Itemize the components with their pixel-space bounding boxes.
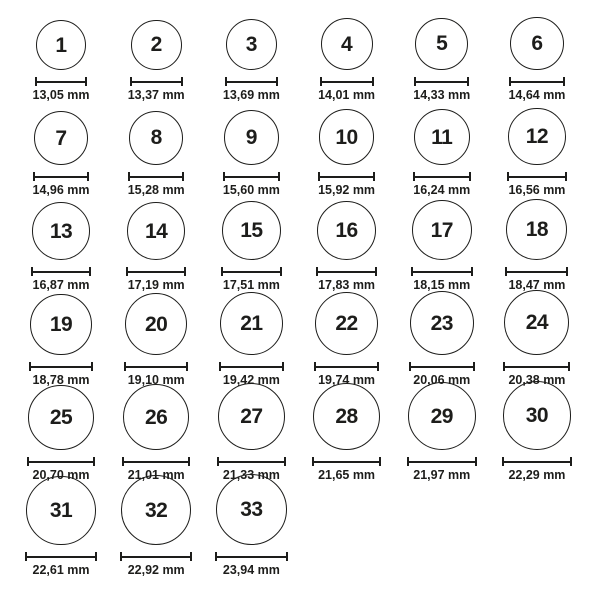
ring-size-cell xyxy=(204,19,298,103)
ring-size-row xyxy=(14,103,584,198)
ring-number: 33 xyxy=(240,498,263,522)
diameter-ruler xyxy=(217,457,286,466)
diameter-ruler xyxy=(215,552,288,561)
ring-number: 26 xyxy=(145,405,168,429)
diameter-ruler xyxy=(407,457,477,466)
diameter-label: 13,37 mm xyxy=(127,88,185,103)
ring-number: 24 xyxy=(525,311,549,335)
ring-circle xyxy=(313,383,381,451)
ring-circle xyxy=(410,291,474,355)
ring-size-cell xyxy=(490,199,584,293)
ring-size-cell xyxy=(300,18,394,103)
ring-number: 21 xyxy=(240,312,263,336)
ring-size-cell xyxy=(109,475,203,578)
diameter-label: 13,05 mm xyxy=(32,88,90,103)
ring-size-cell xyxy=(395,18,489,103)
ring-size-cell xyxy=(14,111,108,198)
ring-circle xyxy=(321,18,373,70)
ring-circle xyxy=(408,382,476,450)
diameter-ruler xyxy=(409,362,475,371)
diameter-ruler xyxy=(225,77,278,86)
diameter-ruler xyxy=(413,172,472,181)
ring-circle xyxy=(315,292,379,356)
ring-circle xyxy=(131,20,182,71)
ring-circle xyxy=(26,476,96,546)
ring-circle xyxy=(28,385,94,451)
ring-size-cell xyxy=(109,20,203,103)
ring-circle xyxy=(220,292,283,355)
ring-size-cell xyxy=(14,20,108,103)
diameter-label: 22,29 mm xyxy=(508,468,566,483)
diameter-ruler xyxy=(25,552,97,561)
ring-number: 9 xyxy=(245,126,257,150)
ring-size-cell xyxy=(490,290,584,388)
diameter-label: 20,70 mm xyxy=(32,468,90,483)
diameter-label: 20,06 mm xyxy=(413,373,471,388)
diameter-ruler xyxy=(502,457,573,466)
ring-size-cell xyxy=(300,383,394,483)
diameter-label: 18,78 mm xyxy=(32,373,90,388)
ring-size-row xyxy=(14,388,584,483)
ring-number: 2 xyxy=(150,33,162,57)
ring-circle xyxy=(226,19,277,70)
diameter-label: 21,33 mm xyxy=(222,468,280,483)
diameter-label: 18,47 mm xyxy=(508,278,566,293)
ring-circle xyxy=(127,202,185,260)
diameter-ruler xyxy=(120,552,192,561)
ring-size-cell xyxy=(490,381,584,483)
diameter-ruler xyxy=(411,267,473,276)
diameter-ruler xyxy=(414,77,469,86)
ring-circle xyxy=(224,110,279,165)
diameter-label: 23,94 mm xyxy=(222,563,280,578)
ring-circle xyxy=(30,294,92,356)
diameter-label: 18,15 mm xyxy=(413,278,471,293)
diameter-label: 13,69 mm xyxy=(222,88,280,103)
ring-number: 13 xyxy=(49,219,73,243)
ring-number: 29 xyxy=(430,404,453,428)
ring-circle xyxy=(123,384,189,450)
ring-size-cell xyxy=(204,292,298,388)
ring-size-cell xyxy=(395,109,489,198)
ring-circle xyxy=(129,111,184,166)
ring-circle xyxy=(222,201,281,260)
ring-size-cell xyxy=(490,108,584,198)
diameter-label: 17,83 mm xyxy=(318,278,376,293)
ring-number: 23 xyxy=(430,311,453,335)
ring-size-cell xyxy=(109,202,203,293)
ring-number: 30 xyxy=(525,404,549,428)
ring-size-cell xyxy=(109,111,203,198)
diameter-ruler xyxy=(507,172,566,181)
diameter-ruler xyxy=(505,267,568,276)
ring-number: 32 xyxy=(145,498,168,522)
ring-size-cell xyxy=(490,17,584,103)
ring-number: 3 xyxy=(245,33,257,57)
diameter-label: 22,92 mm xyxy=(127,563,185,578)
diameter-ruler xyxy=(223,172,280,181)
diameter-label: 16,24 mm xyxy=(413,183,471,198)
ring-number: 11 xyxy=(431,125,453,149)
diameter-ruler xyxy=(33,172,89,181)
ring-size-cell xyxy=(204,474,298,578)
diameter-ruler xyxy=(130,77,183,86)
ring-circle xyxy=(34,111,88,165)
diameter-ruler xyxy=(503,362,570,371)
ring-size-cell xyxy=(204,201,298,293)
diameter-label: 17,51 mm xyxy=(222,278,280,293)
ring-number: 27 xyxy=(240,405,263,429)
ring-size-row xyxy=(14,8,584,103)
ring-size-cell xyxy=(300,201,394,294)
ring-circle xyxy=(125,293,187,355)
diameter-ruler xyxy=(316,267,378,276)
ring-circle xyxy=(412,200,472,260)
ring-number: 1 xyxy=(55,33,67,57)
diameter-ruler xyxy=(124,362,188,371)
ring-circle xyxy=(508,108,565,165)
ring-circle xyxy=(216,474,287,545)
diameter-ruler xyxy=(29,362,93,371)
ring-size-cell xyxy=(395,382,489,483)
diameter-label: 21,65 mm xyxy=(318,468,376,483)
ring-number: 8 xyxy=(150,126,162,150)
diameter-ruler xyxy=(221,267,282,276)
ring-number: 25 xyxy=(49,405,73,429)
ring-number: 16 xyxy=(335,218,358,242)
diameter-label: 19,74 mm xyxy=(318,373,376,388)
ring-size-cell xyxy=(300,109,394,198)
ring-number: 12 xyxy=(525,125,549,149)
diameter-label: 14,64 mm xyxy=(508,88,566,103)
diameter-label: 21,97 mm xyxy=(413,468,471,483)
diameter-label: 16,56 mm xyxy=(508,183,566,198)
diameter-ruler xyxy=(128,172,185,181)
diameter-ruler xyxy=(314,362,380,371)
ring-number: 17 xyxy=(430,218,453,242)
diameter-ruler xyxy=(122,457,190,466)
ring-circle xyxy=(510,17,563,70)
diameter-ruler xyxy=(509,77,564,86)
diameter-ruler xyxy=(126,267,186,276)
diameter-label: 17,19 mm xyxy=(127,278,185,293)
ring-size-row xyxy=(14,293,584,388)
ring-number: 7 xyxy=(55,126,67,150)
ring-number: 14 xyxy=(145,219,168,243)
ring-circle xyxy=(218,383,285,450)
ring-circle xyxy=(503,381,572,450)
ring-size-cell xyxy=(204,383,298,483)
ring-size-cell xyxy=(109,293,203,388)
ring-circle xyxy=(319,109,375,165)
ring-number: 19 xyxy=(49,312,73,336)
ring-number: 22 xyxy=(335,311,358,335)
diameter-label: 14,96 mm xyxy=(32,183,90,198)
diameter-ruler xyxy=(35,77,87,86)
diameter-label: 14,33 mm xyxy=(413,88,471,103)
ring-circle xyxy=(317,201,377,261)
diameter-ruler xyxy=(318,172,376,181)
diameter-label: 14,01 mm xyxy=(318,88,376,103)
ring-size-row xyxy=(14,198,584,293)
ring-circle xyxy=(504,290,569,355)
diameter-label: 19,10 mm xyxy=(127,373,185,388)
ring-size-cell xyxy=(14,202,108,293)
ring-size-cell xyxy=(395,291,489,388)
ring-number: 4 xyxy=(340,32,353,56)
ring-size-cell xyxy=(109,384,203,483)
diameter-ruler xyxy=(320,77,374,86)
ring-number: 31 xyxy=(49,499,73,522)
diameter-label: 21,01 mm xyxy=(127,468,185,483)
ring-circle xyxy=(506,199,567,260)
diameter-ruler xyxy=(312,457,382,466)
ring-number: 20 xyxy=(145,312,168,336)
ring-circle xyxy=(121,475,191,545)
diameter-label: 22,61 mm xyxy=(32,563,90,578)
diameter-label: 15,60 mm xyxy=(222,183,280,198)
ring-number: 15 xyxy=(240,219,263,243)
diameter-label: 15,28 mm xyxy=(127,183,185,198)
ring-size-cell xyxy=(204,110,298,198)
diameter-label: 16,87 mm xyxy=(32,278,90,293)
ring-size-cell xyxy=(14,476,108,578)
ring-size-cell xyxy=(14,294,108,388)
diameter-ruler xyxy=(219,362,284,371)
diameter-ruler xyxy=(27,457,95,466)
diameter-label: 20,38 mm xyxy=(508,373,566,388)
ring-circle xyxy=(36,20,86,70)
ring-number: 28 xyxy=(335,404,358,428)
ring-size-row xyxy=(14,483,584,578)
diameter-label: 15,92 mm xyxy=(318,183,376,198)
ring-circle xyxy=(32,202,90,260)
diameter-ruler xyxy=(31,267,91,276)
ring-number: 18 xyxy=(525,218,549,242)
ring-number: 10 xyxy=(335,125,358,149)
ring-number: 6 xyxy=(531,32,543,56)
ring-circle xyxy=(415,18,468,71)
ring-number: 5 xyxy=(436,32,448,56)
ring-size-cell xyxy=(395,200,489,293)
ring-size-cell xyxy=(14,385,108,483)
ring-size-cell xyxy=(300,292,394,388)
ring-circle xyxy=(414,109,471,166)
diameter-label: 19,42 mm xyxy=(222,373,280,388)
